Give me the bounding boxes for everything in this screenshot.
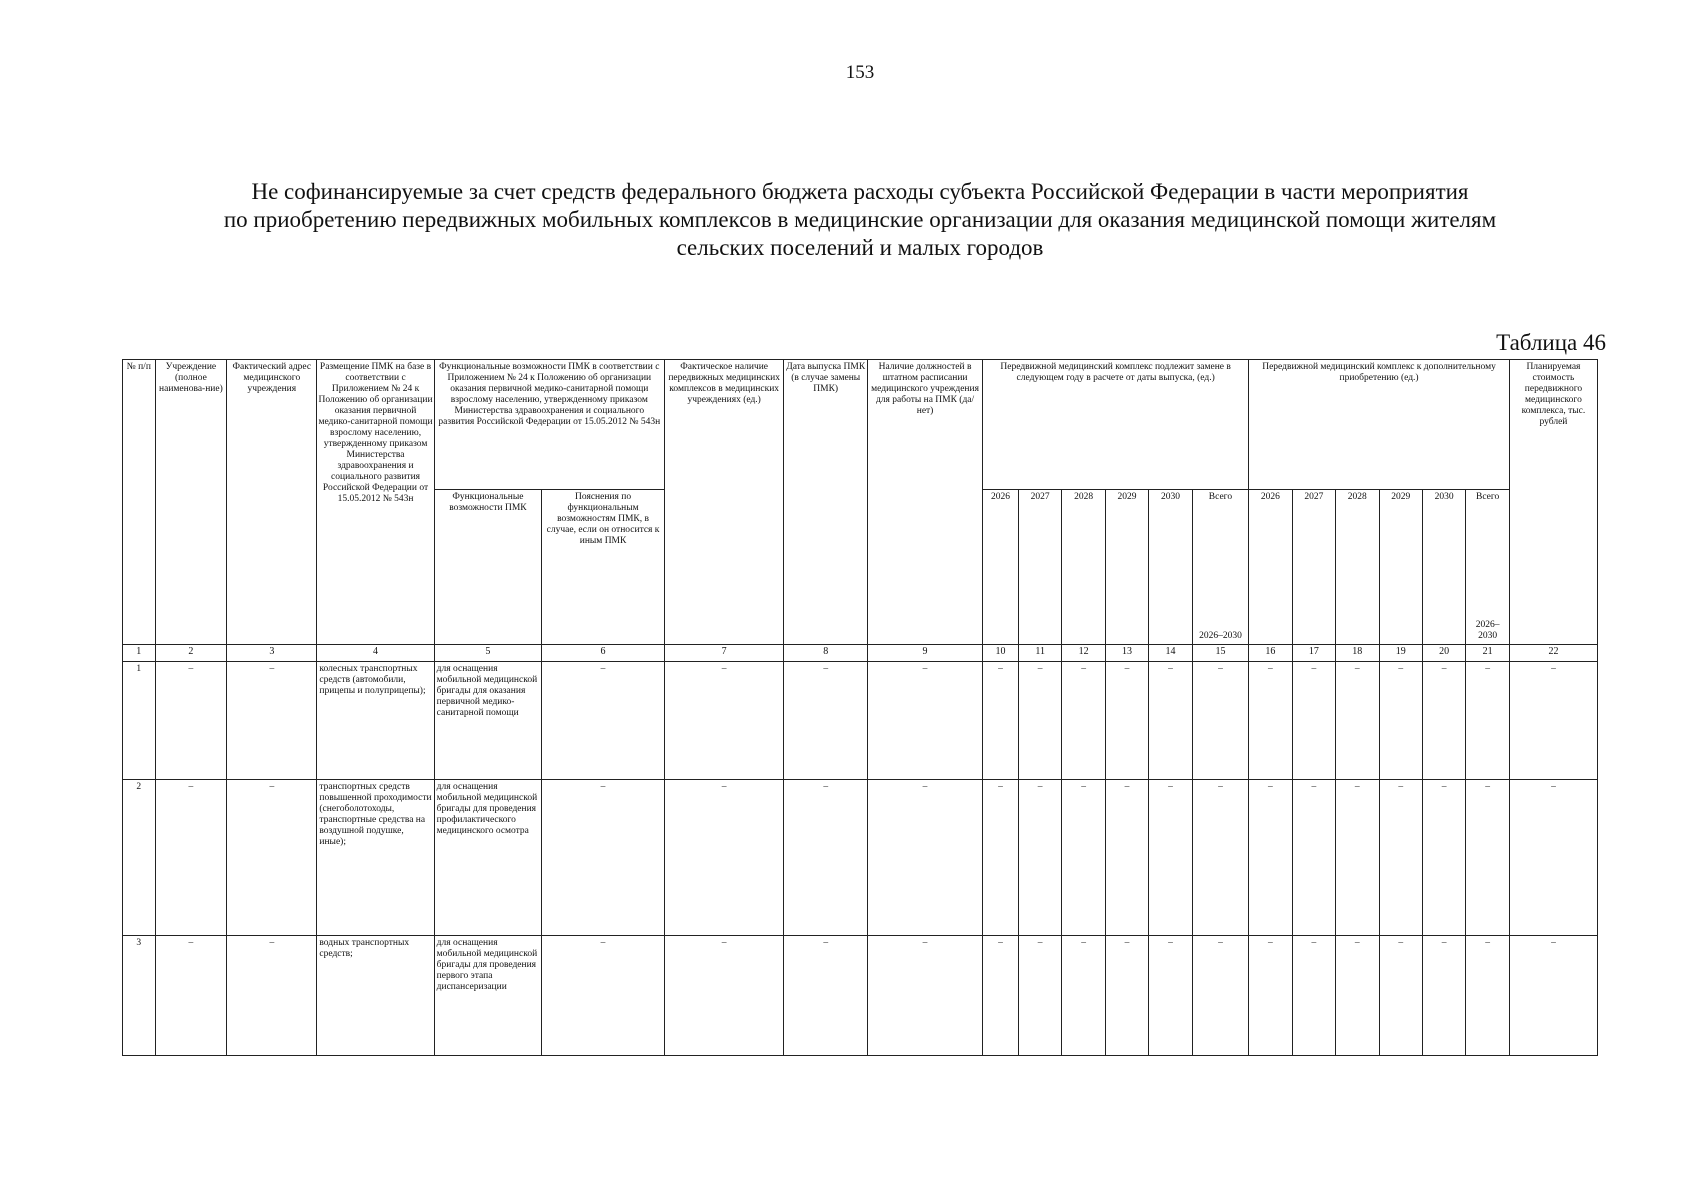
cell-value: – (1466, 662, 1510, 780)
cell-institution: – (155, 662, 227, 780)
cell-value: – (1379, 936, 1422, 1056)
cell-value: – (1062, 780, 1105, 936)
col-number: 20 (1422, 645, 1465, 662)
cell-value: – (1466, 780, 1510, 936)
cell-value: – (542, 936, 665, 1056)
header-year-2030-b: 2030 (1422, 490, 1465, 645)
cell-value: – (1336, 662, 1379, 780)
cell-functional-capabilities: для оснащения мобильной медицинской бригады для оказания первичной медико-санитарной помощи (434, 662, 542, 780)
header-actual-presence: Фактическое наличие передвижных медицинских комплексов в медицинских учреждениях (ед.) (664, 360, 783, 645)
cell-functional-capabilities: для оснащения мобильной медицинской бригады для проведения профилактического медицинского осмотра (434, 780, 542, 936)
col-number: 17 (1292, 645, 1335, 662)
cell-value: – (1192, 662, 1249, 780)
col-number: 9 (868, 645, 983, 662)
header-year-2028-b: 2028 (1336, 490, 1379, 645)
col-number: 12 (1062, 645, 1105, 662)
cell-value: – (1105, 662, 1148, 780)
cell-value: – (784, 780, 868, 936)
header-year-2026-b: 2026 (1249, 490, 1292, 645)
cell-value: – (664, 936, 783, 1056)
cell-value: – (1249, 780, 1292, 936)
col-number: 16 (1249, 645, 1292, 662)
cell-value: – (983, 780, 1019, 936)
cell-value: – (784, 662, 868, 780)
header-total-b (1466, 490, 1510, 645)
cell-value: – (1018, 936, 1061, 1056)
cell-value: – (868, 662, 983, 780)
header-replacement-group: Передвижной медицинский комплекс подлежит замене в следующем году в расчете от даты выпуска, (ед.) (983, 360, 1249, 490)
cell-value: – (542, 780, 665, 936)
cell-value: – (868, 936, 983, 1056)
table-row (123, 936, 1598, 1056)
cell-value: – (1379, 780, 1422, 936)
col-number: 8 (784, 645, 868, 662)
page-number: 153 (845, 62, 875, 83)
row-number: 2 (123, 780, 156, 936)
cell-value: – (1336, 780, 1379, 936)
title-line-3: сельских поселений и малых городов (676, 235, 1044, 260)
cell-functional-capabilities: для оснащения мобильной медицинской бригады для проведения первого этапа диспансеризации (434, 936, 542, 1056)
cell-value: – (1062, 662, 1105, 780)
cell-address: – (227, 662, 317, 780)
col-number: 4 (317, 645, 434, 662)
header-total-b-period: 2026–2030 (1475, 620, 1500, 641)
col-number: 10 (983, 645, 1019, 662)
header-staff-positions: Наличие должностей в штатном расписании медицинского учреждения для работы на ПМК (да/нет) (868, 360, 983, 645)
cell-value: – (1466, 936, 1510, 1056)
header-n: № п/п (123, 360, 156, 645)
table-row (123, 780, 1598, 936)
cell-placement: колесных транспортных средств (автомобили, прицепы и полуприцепы); (317, 662, 434, 780)
header-functional-capabilities: Функциональные возможности ПМК (434, 490, 542, 645)
header-year-2027-b: 2027 (1292, 490, 1335, 645)
header-total-a (1192, 490, 1249, 645)
cell-value: – (1149, 780, 1192, 936)
column-number-row (123, 645, 1598, 662)
col-number: 18 (1336, 645, 1379, 662)
cell-value: – (1509, 780, 1597, 936)
cell-value: – (983, 936, 1019, 1056)
cell-value: – (983, 662, 1019, 780)
cell-institution: – (155, 936, 227, 1056)
cell-value: – (868, 780, 983, 936)
col-number: 2 (155, 645, 227, 662)
cell-value: – (1509, 936, 1597, 1056)
col-number: 22 (1509, 645, 1597, 662)
col-number: 14 (1149, 645, 1192, 662)
cell-value: – (1018, 662, 1061, 780)
header-year-2029-a: 2029 (1105, 490, 1148, 645)
col-number: 3 (227, 645, 317, 662)
cell-value: – (1192, 936, 1249, 1056)
header-total-b-label: Всего (1475, 492, 1500, 502)
table-row (123, 662, 1598, 780)
header-address: Фактический адрес медицинского учреждения (227, 360, 317, 645)
header-functional-group: Функциональные возможности ПМК в соответствии с Приложением № 24 к Положению об организации оказания первичной медико-санитарной помощи взрослому населению, утвержденному приказом Министерства здравоохранения и социального развития Российской Федерации от 15.05.2012 № 543н (434, 360, 664, 490)
cell-value: – (1292, 936, 1335, 1056)
col-number: 1 (123, 645, 156, 662)
cell-placement: транспортных средств повышенной проходимости (снегоболотоходы, транспортные средства на воздушной подушке, иные); (317, 780, 434, 936)
header-year-2027-a: 2027 (1018, 490, 1061, 645)
header-year-2029-b: 2029 (1379, 490, 1422, 645)
cell-value: – (542, 662, 665, 780)
cell-value: – (1292, 662, 1335, 780)
col-number: 5 (434, 645, 542, 662)
header-year-2030-a: 2030 (1149, 490, 1192, 645)
title-line-2: по приобретению передвижных мобильных комплексов в медицинские организации для оказания медицинской помощи жителям (223, 207, 1497, 232)
table-label: Таблица 46 (1496, 330, 1606, 355)
header-release-date: Дата выпуска ПМК (в случае замены ПМК) (784, 360, 868, 645)
col-number: 15 (1192, 645, 1249, 662)
col-number: 6 (542, 645, 665, 662)
cell-value: – (1249, 936, 1292, 1056)
expenses-table (122, 359, 1598, 1056)
row-number: 3 (123, 936, 156, 1056)
cell-address: – (227, 936, 317, 1056)
document-title (100, 178, 1620, 262)
title-line-1: Не софинансируемые за счет средств федерального бюджета расходы субъекта Российской Федерации в части мероприятия (251, 179, 1469, 204)
col-number: 11 (1018, 645, 1061, 662)
cell-value: – (1249, 662, 1292, 780)
cell-value: – (1422, 780, 1465, 936)
cell-value: – (1509, 662, 1597, 780)
cell-institution: – (155, 780, 227, 936)
cell-value: – (664, 780, 783, 936)
header-placement: Размещение ПМК на базе в соответствии с Приложением № 24 к Положению об организации оказания первичной медико-санитарной помощи взрослому населению, утвержденному приказом Министерства здравоохранения и социального развития Российской Федерации от 15.05.2012 № 543н (317, 360, 434, 645)
cell-value: – (664, 662, 783, 780)
cell-address: – (227, 780, 317, 936)
cell-value: – (1192, 780, 1249, 936)
header-planned-cost: Планируемая стоимость передвижного медицинского комплекса, тыс. рублей (1509, 360, 1597, 645)
col-number: 19 (1379, 645, 1422, 662)
cell-value: – (1149, 662, 1192, 780)
row-number: 1 (123, 662, 156, 780)
cell-value: – (1422, 662, 1465, 780)
cell-value: – (1292, 780, 1335, 936)
header-row-1 (123, 360, 1598, 490)
cell-value: – (1105, 780, 1148, 936)
cell-value: – (1336, 936, 1379, 1056)
cell-value: – (1018, 780, 1061, 936)
header-year-2026-a: 2026 (983, 490, 1019, 645)
cell-value: – (784, 936, 868, 1056)
header-total-a-label: Всего (1208, 492, 1233, 502)
col-number: 13 (1105, 645, 1148, 662)
header-institution: Учреждение (полное наименова-ние) (155, 360, 227, 645)
cell-value: – (1379, 662, 1422, 780)
col-number: 21 (1466, 645, 1510, 662)
cell-value: – (1422, 936, 1465, 1056)
header-year-2028-a: 2028 (1062, 490, 1105, 645)
col-number: 7 (664, 645, 783, 662)
cell-value: – (1105, 936, 1148, 1056)
header-explanations: Пояснения по функциональным возможностям ПМК, в случае, если он относится к иным ПМК (542, 490, 665, 645)
header-additional-group: Передвижной медицинский комплекс к дополнительному приобретению (ед.) (1249, 360, 1510, 490)
header-total-a-period: 2026–2030 (1199, 631, 1242, 641)
cell-value: – (1149, 936, 1192, 1056)
cell-placement: водных транспортных средств; (317, 936, 434, 1056)
cell-value: – (1062, 936, 1105, 1056)
